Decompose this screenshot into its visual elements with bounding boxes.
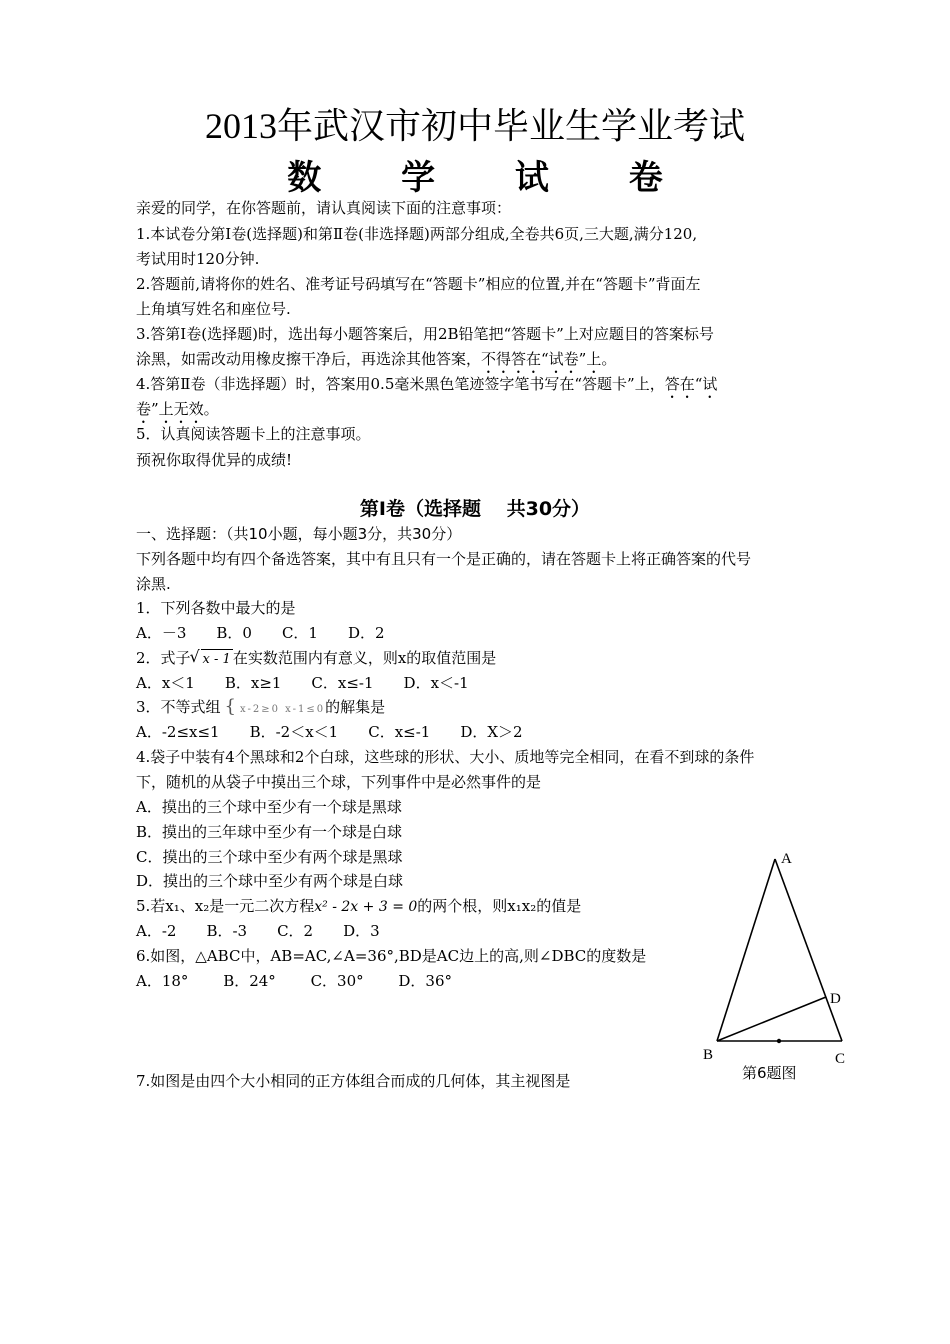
question-1: 1．下列各数中最大的是	[136, 599, 296, 617]
question-4-line-1: 4.袋子中装有4个黑球和2个白球，这些球的形状、大小、质地等完全相同，在看不到球的条件	[136, 748, 755, 766]
instructions-line-2: 涂黑.	[136, 575, 171, 593]
question-5-options: A．-2 B．-3 C．2 D．3	[136, 922, 380, 940]
question-3-text-end: 的解集是	[325, 698, 386, 716]
brace-glyph: {	[224, 696, 236, 717]
question-3	[136, 697, 385, 720]
inequality-system-garbled: x-2≥0 x-1≤0	[240, 704, 326, 715]
notice-item-3-line-1: 3.答第Ⅰ卷(选择题)时，选出每小题答案后，用2B铅笔把“答题卡”上对应题目的答案标号	[136, 325, 714, 343]
question-2-text: 2．式子	[136, 649, 191, 667]
question-3-options: A．-2≤x≤1 B．-2＜x＜1 C．x≤-1 D．X＞2	[136, 723, 523, 741]
side-ab	[717, 859, 775, 1041]
notice-item-3-emphasis: 不得答在“试卷”上	[481, 350, 602, 368]
notice-item-2-line-1: 2.答题前,请将你的姓名、准考证号码填写在“答题卡”相应的位置,并在“答题卡”背面左	[136, 275, 701, 293]
section-heading: 第Ⅰ卷（选择题 共30分）	[359, 498, 591, 520]
sqrt-expression: √ x - 1	[201, 649, 233, 670]
question-5-text-end: 的两个根，则x₁x₂的值是	[417, 897, 582, 915]
notice-item-4-line-2	[136, 399, 219, 427]
notice-greeting: 亲爱的同学，在你答题前，请认真阅读下面的注意事项：	[136, 199, 512, 217]
question-4-line-2: 下，随机的从袋子中摸出三个球，下列事件中是必然事件的是	[136, 773, 542, 791]
question-5-text: 5.若x₁、x₂是一元二次方程	[136, 897, 315, 915]
question-1-options: A．－3 B．0 C．1 D．2	[136, 624, 385, 642]
question-4-option-c: C．摸出的三个球中至少有两个球是黑球	[136, 848, 403, 866]
question-2	[136, 648, 496, 670]
question-5	[136, 896, 581, 917]
question-3-text: 3．不等式组	[136, 698, 221, 716]
question-6-options: A．18° B．24° C．30° D．36°	[136, 972, 453, 990]
vertex-label-a: A	[781, 851, 792, 867]
question-6: 6.如图，△ABC中，AB=AC,∠A=36°,BD是AC边上的高,则∠DBC的度数是	[136, 947, 647, 965]
triangle-diagram	[695, 845, 865, 1090]
quadratic-equation: x² - 2x + 3 = 0	[314, 899, 418, 915]
exam-title: 2013年武汉市初中毕业生学业考试	[204, 106, 745, 146]
notice-item-4-line-1	[136, 374, 717, 402]
exam-subtitle: 数 学 试 卷	[287, 158, 697, 198]
notice-item-4-emphasis-2: 卷”上无效	[136, 400, 204, 418]
question-2-text-end: 在实数范围内有意义，则x的取值范围是	[232, 649, 497, 667]
notice-item-1-line-2: 考试用时120分钟.	[136, 250, 260, 268]
question-4-option-a: A．摸出的三个球中至少有一个球是黑球	[136, 798, 402, 816]
question-4-option-b: B．摸出的三年球中至少有一个球是白球	[136, 823, 403, 841]
part-heading: 一、选择题：（共10小题，每小题3分，共30分）	[136, 525, 462, 543]
notice-item-3-line-2	[136, 349, 616, 377]
midpoint-dot	[777, 1039, 781, 1043]
question-2-options: A．x＜1 B．x≥1 C．x≤-1 D．x＜-1	[136, 674, 469, 692]
vertex-label-c: C	[835, 1051, 846, 1067]
notice-item-4-end: 。	[203, 400, 219, 418]
notice-item-4-text: 4.答第Ⅱ卷（非选择题）时，答案用0.5毫米黑色笔迹签字笔书写在“答题卡”上，	[136, 375, 665, 393]
notice-item-3-text: 涂黑，如需改动用橡皮擦干净后，再选涂其他答案，	[136, 350, 482, 368]
notice-item-2-line-2: 上角填写姓名和座位号.	[136, 300, 291, 318]
notice-item-5: 5．认真阅读答题卡上的注意事项。	[136, 425, 371, 443]
notice-item-3-end: 。	[601, 350, 617, 368]
vertex-label-d: D	[830, 991, 841, 1007]
height-bd	[717, 997, 826, 1041]
figure-caption: 第6题图	[742, 1064, 797, 1082]
question-7: 7.如图是由四个大小相同的正方体组合而成的几何体，其主视图是	[136, 1072, 571, 1090]
vertex-label-b: B	[703, 1047, 714, 1063]
notice-item-1-line-1: 1.本试卷分第Ⅰ卷(选择题)和第Ⅱ卷(非选择题)两部分组成,全卷共6页,三大题,满分120,	[136, 225, 698, 243]
instructions-line-1: 下列各题中均有四个备选答案，其中有且只有一个是正确的，请在答题卡上将正确答案的代号	[136, 550, 752, 568]
triangle-figure	[695, 845, 865, 1090]
notice-item-4-emphasis-1: 答在“试	[664, 375, 718, 393]
notice-closing: 预祝你取得优异的成绩!	[136, 451, 293, 469]
question-4-option-d: D．摸出的三个球中至少有两个球是白球	[136, 872, 404, 890]
